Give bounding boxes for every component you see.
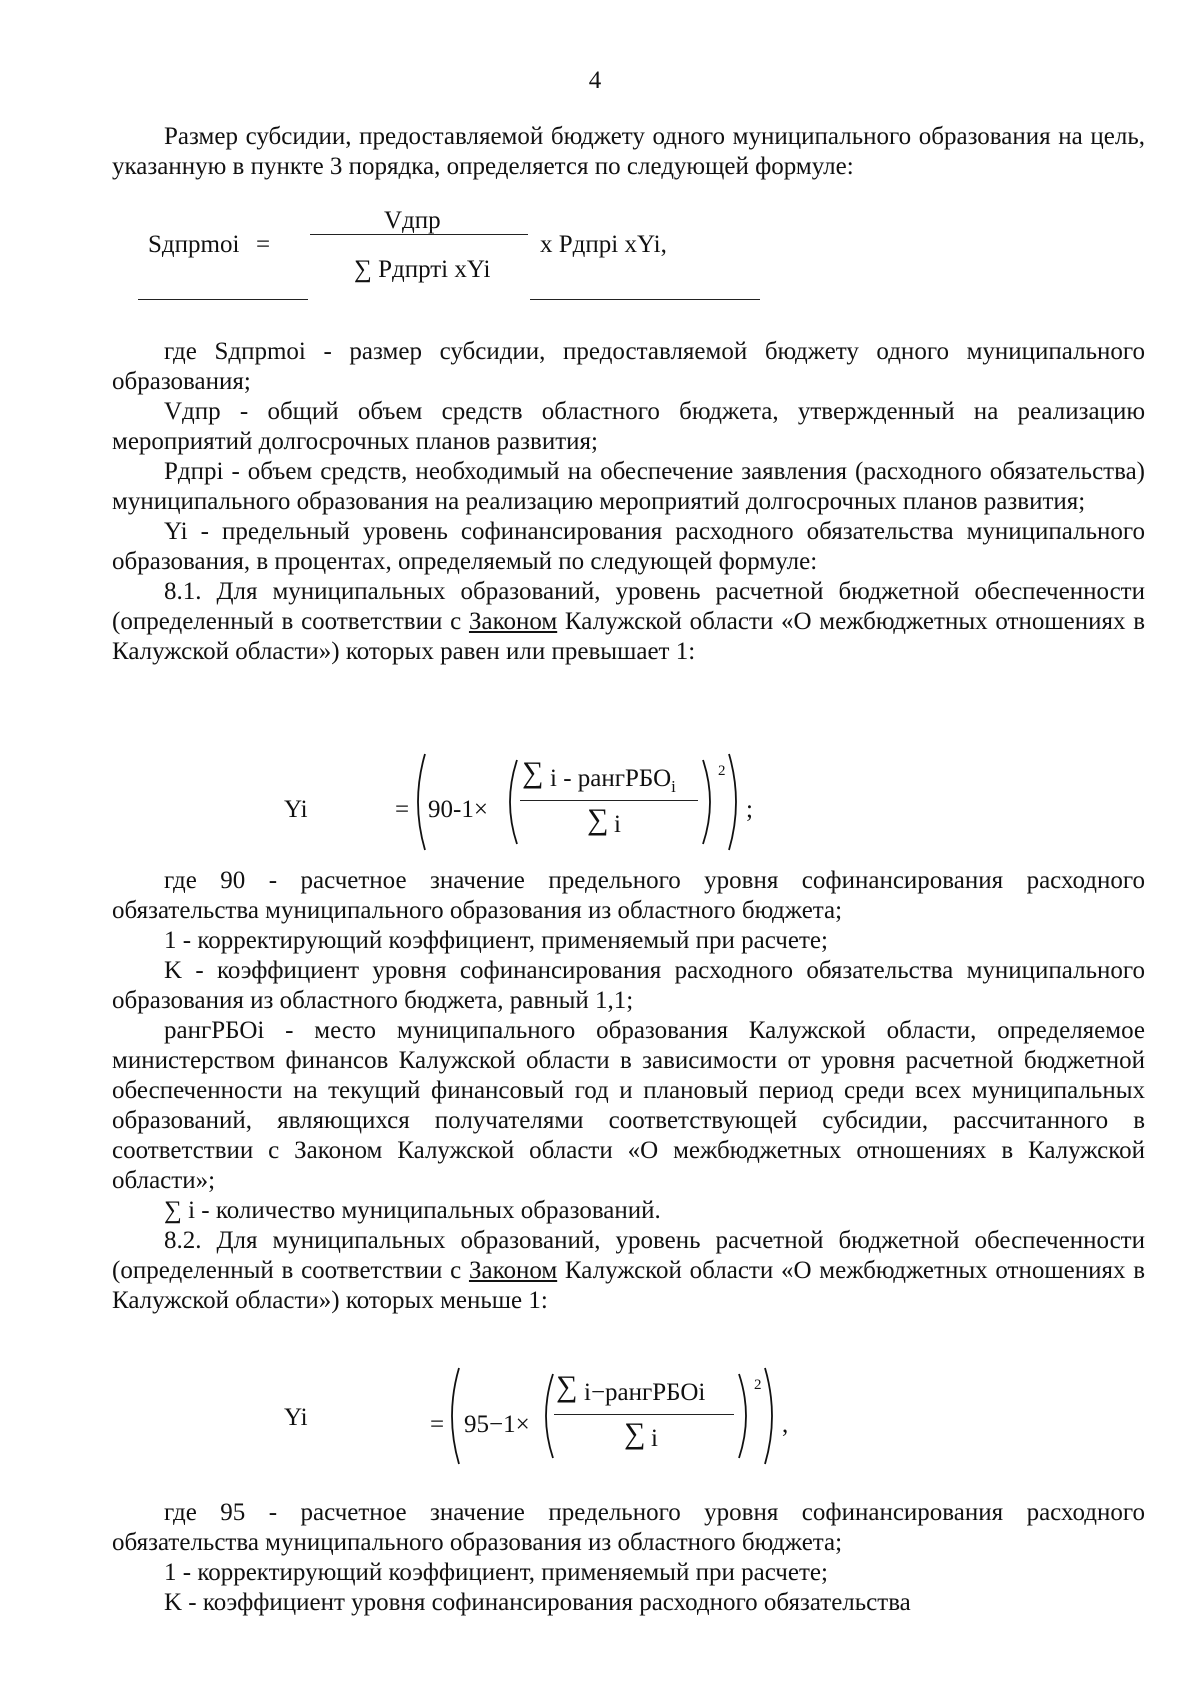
formula2-denominator: i xyxy=(614,811,621,838)
outer-right-paren xyxy=(726,752,746,852)
formula1-tail: x Pдпрі xYi, xyxy=(540,231,667,258)
formula3-numerator: i−рангРБОi xyxy=(584,1379,706,1406)
formula1-equals: = xyxy=(256,231,271,258)
section-8-1: 8.1. Для муниципальных образований, уровень расчетной бюджетной обеспеченности (определенный в соответствии с Законом Калужской области «О межбюджетных отношениях в Калужской области») которых равен или превышает 1: xyxy=(112,578,1146,665)
formula3-equals: = xyxy=(430,1411,445,1438)
formula3-end: , xyxy=(782,1411,789,1438)
outer-right-paren xyxy=(762,1366,782,1466)
formula1-lhs: Sдпрmoi xyxy=(148,231,240,258)
definition-paragraph: где 95 - расчетное значение предельного уровня софинансирования расходного обязательства муниципального образования из областного бюджета; xyxy=(112,1499,1145,1556)
inner-right-paren xyxy=(736,1372,756,1460)
underline-left xyxy=(138,299,308,300)
definition-paragraph: рангРБОi - место муниципального образования Калужской области, определяемое министерством финансов Калужской области в зависимости от уровня расчетной бюджетной обеспеченности на текущий финансовый год и плановый период среди всех муниципальных образований, являющихся получателями соответствующей субсидии, рассчитанного в соответствии с Законом Калужской области «О межбюджетных отношениях в Калужской области»; xyxy=(112,1017,1145,1194)
definition-paragraph: 1 - корректирующий коэффициент, применяемый при расчете; xyxy=(164,927,828,954)
inner-right-paren xyxy=(700,758,720,846)
formula2-lead: 90-1× xyxy=(428,796,488,823)
definition-paragraph: K - коэффициент уровня софинансирования расходного обязательства муниципального образования из областного бюджета, равный 1,1; xyxy=(112,957,1145,1014)
sum-sign: ∑ xyxy=(587,803,609,836)
definition-paragraph: Pдпрі - объем средств, необходимый на обеспечение заявления (расходного обязательства) муниципального образования на реализацию мероприятий долгосрочных планов развития; xyxy=(112,458,1145,515)
underline-right xyxy=(530,299,760,300)
definitions-block-1 xyxy=(112,337,1145,667)
intro-block xyxy=(112,122,1145,182)
intro-paragraph: Размер субсидии, предоставляемой бюджету одного муниципального образования на цель, указанную в пункте 3 порядка, определяется по следующей формуле: xyxy=(112,123,1145,180)
definition-paragraph: где 90 - расчетное значение предельного уровня софинансирования расходного обязательства муниципального образования из областного бюджета; xyxy=(112,867,1145,924)
formula2-numerator: i - рангРБО$_i$ xyxy=(550,765,676,796)
formula1-numerator: Vдпр xyxy=(384,207,441,234)
page-number: 4 xyxy=(588,67,602,94)
sum-sign: ∑ xyxy=(556,1370,578,1403)
definitions-block-2 xyxy=(112,866,1145,1316)
fraction-bar xyxy=(520,800,698,801)
formula3-lead: 95−1× xyxy=(464,1411,530,1438)
law-link[interactable]: Законом xyxy=(468,1257,558,1284)
formula2-lhs: Yi xyxy=(284,796,308,823)
formula3-denominator: i xyxy=(651,1425,658,1452)
definition-paragraph: Vдпр - общий объем средств областного бюджета, утвержденный на реализацию мероприятий долгосрочных планов развития; xyxy=(112,398,1145,455)
sum-sign: ∑ xyxy=(624,1417,646,1450)
fraction-bar xyxy=(554,1414,734,1415)
definition-paragraph: Yi - предельный уровень софинансирования расходного обязательства муниципального образования, в процентах, определяемый по следующей формуле: xyxy=(112,518,1145,575)
sum-sign: ∑ xyxy=(522,756,544,789)
fraction-bar xyxy=(310,234,528,235)
definition-paragraph: 1 - корректирующий коэффициент, применяемый при расчете; xyxy=(164,1559,828,1586)
inner-left-paren xyxy=(500,758,520,846)
law-link[interactable]: Законом xyxy=(468,608,558,635)
power-two: 2 xyxy=(754,1377,762,1393)
outer-left-paren xyxy=(442,1366,462,1466)
section-8-2: 8.2. Для муниципальных образований, уровень расчетной бюджетной обеспеченности (определенный в соответствии с Законом Калужской области «О межбюджетных отношениях в Калужской области») которых меньше 1: xyxy=(112,1227,1146,1314)
definition-paragraph: где Sдпрmoi - размер субсидии, предоставляемой бюджету одного муниципального образования; xyxy=(112,338,1145,395)
formula2-equals: = xyxy=(395,796,410,823)
inner-left-paren xyxy=(536,1372,556,1460)
formula1-denominator: ∑ Pдпрті xYi xyxy=(354,256,491,283)
outer-left-paren xyxy=(408,752,428,852)
power-two: 2 xyxy=(718,763,726,779)
formula3-lhs: Yi xyxy=(284,1404,308,1431)
definition-paragraph: ∑ i - количество муниципальных образований. xyxy=(164,1197,661,1224)
formula2-end: ; xyxy=(746,796,753,823)
definitions-block-3 xyxy=(112,1498,1145,1618)
definition-paragraph: K - коэффициент уровня софинансирования расходного обязательства xyxy=(164,1589,911,1616)
